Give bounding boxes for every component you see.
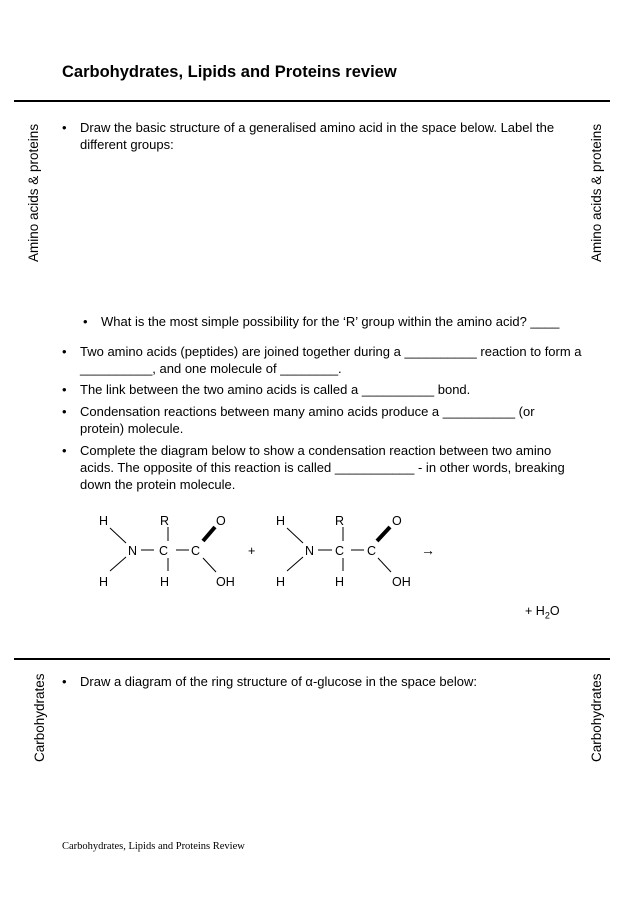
question-condensation-diagram: • Complete the diagram below to show a condensation reaction between two amino acids. The opposite of this reaction is called ___________ - in other words, breaking down the protein molecule. [62, 443, 565, 492]
atom-m2-oh: OH [392, 575, 411, 589]
atom-m2-n: N [305, 544, 315, 558]
question-alpha-glucose: • Draw a diagram of the ring structure of α-glucose in the space below: [62, 674, 477, 689]
atom-m2-h-bottom: H [276, 575, 286, 589]
question-r-group: • What is the most simple possibility for the ‘R’ group within the amino acid? ____ [83, 314, 560, 329]
reaction-arrow-icon: → [421, 542, 435, 558]
atom-m2-h-alpha: H [335, 575, 345, 589]
bond-m1-n-h [110, 557, 126, 571]
bond-m2-c-oh [378, 558, 391, 572]
atom-m2-h-top: H [276, 514, 286, 528]
bullet-icon: • [62, 674, 67, 689]
bond-m1-h-n [110, 528, 126, 543]
atom-m2-c-alpha: C [335, 544, 345, 558]
atom-m1-n: N [128, 544, 138, 558]
bond-m2-n-h [287, 557, 303, 571]
plus-sign: + [248, 544, 256, 558]
page-footer: Carbohydrates, Lipids and Proteins Review [62, 841, 245, 852]
bullet-icon: • [62, 404, 67, 419]
atom-m1-h-alpha: H [160, 575, 170, 589]
atom-m1-h-top: H [99, 514, 109, 528]
bond-m1-c-o-double [203, 527, 215, 541]
side-label-amino-right: Amino acids & proteins [589, 123, 604, 262]
atom-m1-oh: OH [216, 575, 235, 589]
bullet-icon: • [62, 120, 67, 135]
atom-m1-c-carboxyl: C [191, 544, 201, 558]
bond-m2-h-n [287, 528, 303, 543]
bullet-icon: • [62, 344, 67, 359]
question-peptide-reaction: • Two amino acids (peptides) are joined together during a __________ reaction to form a __________, and one molecule of ________. [62, 344, 582, 376]
bullet-icon: • [62, 382, 67, 397]
atom-m1-o: O [216, 514, 226, 528]
atom-m2-r: R [335, 514, 345, 528]
water-product: + $H_2O$ [525, 604, 560, 621]
question-condensation-product: • Condensation reactions between many amino acids produce a __________ (or protein) molecule. [62, 404, 535, 436]
bond-m2-c-o-double [377, 527, 390, 541]
atom-m1-r: R [160, 514, 170, 528]
side-label-carbs-left: Carbohydrates [32, 673, 47, 762]
question-bond-name: • The link between the two amino acids is called a __________ bond. [62, 382, 471, 397]
question-amino-structure: • Draw the basic structure of a generalised amino acid in the space below. Label the different groups: [62, 120, 555, 152]
side-label-carbs-right: Carbohydrates [589, 673, 604, 762]
atom-m1-h-bottom: H [99, 575, 109, 589]
bullet-icon: • [83, 314, 88, 329]
bond-m1-c-oh [203, 558, 216, 572]
side-label-amino-left: Amino acids & proteins [26, 123, 41, 262]
bullet-icon: • [62, 443, 67, 458]
atom-m1-c-alpha: C [159, 544, 169, 558]
atom-m2-c-carboxyl: C [367, 544, 377, 558]
atom-m2-o: O [392, 514, 402, 528]
page-title: Carbohydrates, Lipids and Proteins review [62, 63, 397, 81]
